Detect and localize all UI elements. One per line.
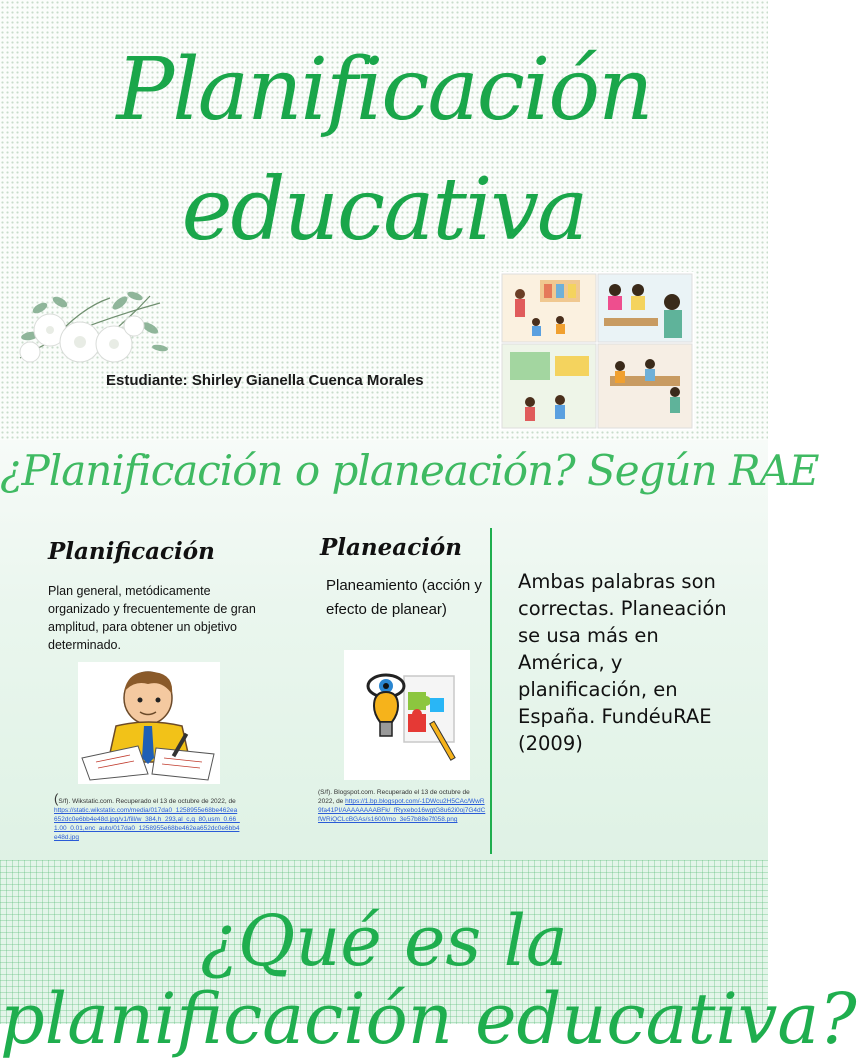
planeacion-definition: Planeamiento (acción y efecto de planear): [326, 577, 482, 618]
citation-text: S/f). Wikstatic.com. Recuperado el 13 de octubre de 2022, de: [58, 798, 236, 805]
question-heading-line1: ¿Qué es la: [200, 900, 568, 982]
planificacion-citation-link[interactable]: https://static.wikstatic.com/media/017da0_1258955e68be462ea652dc0e6bb4e48d.jpg/v1/fill/w_384,h_293,al_c,q_80,usm_0.66_1.00_0.01,enc_auto/017da0_1258955e68be462ea652dc0e6bb4e48d.jpg: [54, 807, 240, 841]
planificacion-definition: Plan general, metódicamente organizado y frecuentemente de gran amplitud, para obtener un objetivo determinado.: [48, 584, 256, 652]
flower-decoration-icon: [10, 288, 170, 380]
citation-paren: (: [54, 791, 59, 806]
planeacion-citation: [318, 788, 486, 824]
planificacion-citation: [54, 791, 240, 842]
page-title-line1: Planificación: [116, 40, 652, 140]
planificacion-heading: Planificación: [48, 538, 215, 565]
student-name: Estudiante: Shirley Gianella Cuenca Morales: [106, 372, 424, 389]
planeacion-citation-link[interactable]: https://1.bp.blogspot.com/-1DWcu2H5CAc/WwR9fa41PI/AAAAAAAABFk/_fRyxebo16wgtG8u62i0oj7G4dCfWRiQCLcBGAs/s1600/mo_3e57b88e7f058.png: [318, 798, 486, 823]
vertical-divider: [490, 528, 492, 854]
rae-note: Ambas palabras son correctas. Planeación se usa más en América, y planificación, en España. FundéuRAE (2009): [518, 570, 727, 755]
idea-puzzle-illustration: [344, 650, 470, 780]
student-writing-illustration: [78, 662, 220, 784]
section-subtitle: ¿Planificación o planeación? Según RAE: [0, 446, 819, 495]
citation-text: (S/f). Blogspot.com. Recuperado el 13 de octubre de 2022, de: [318, 789, 470, 805]
classroom-collage-image: [500, 272, 694, 430]
planeacion-heading: Planeación: [320, 534, 462, 561]
question-heading-line2: planificación educativa?: [0, 978, 857, 1060]
page-title-line2: educativa: [181, 160, 587, 260]
